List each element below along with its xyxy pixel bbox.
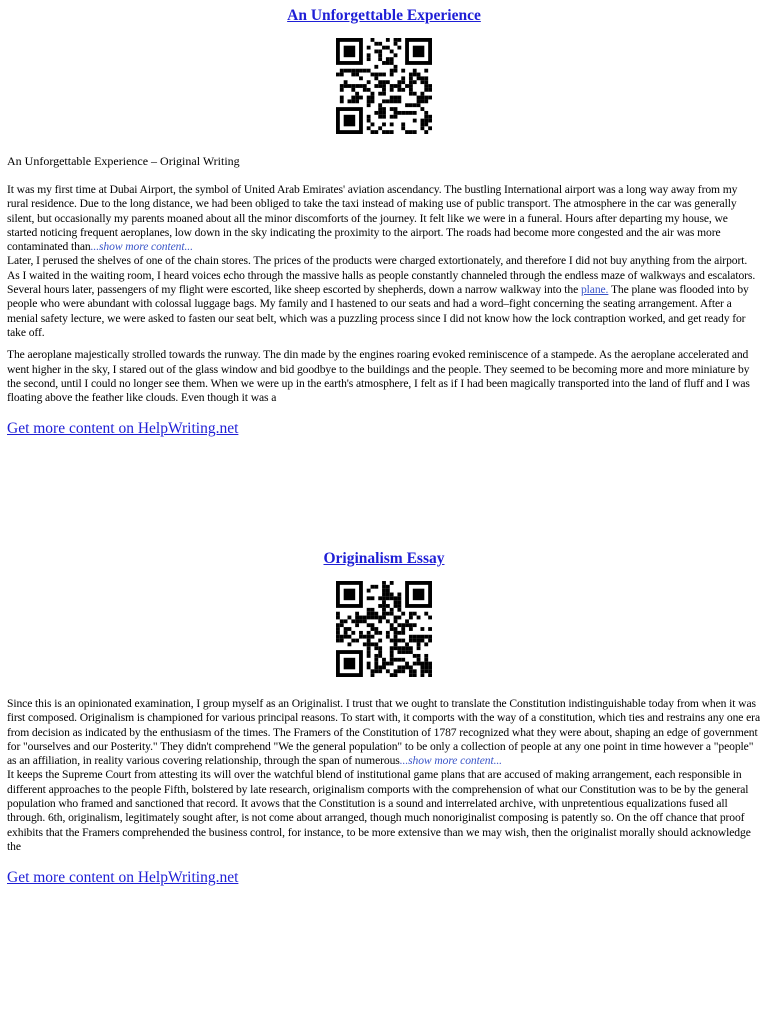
article-title[interactable]: An Unforgettable Experience bbox=[287, 7, 481, 24]
article-2 bbox=[0, 549, 768, 888]
article-subtitle: An Unforgettable Experience – Original Writing bbox=[7, 154, 240, 168]
qr-code-icon bbox=[336, 38, 432, 134]
article-title[interactable]: Originalism Essay bbox=[323, 550, 445, 567]
get-more-content-link[interactable]: Get more content on HelpWriting.net bbox=[7, 420, 239, 438]
get-more-content-link[interactable]: Get more content on HelpWriting.net bbox=[7, 869, 239, 887]
article-paragraph: It was my first time at Dubai Airport, the symbol of United Arab Emirates' aviation ascendancy. The bustling International airport was a long way away from my rural residence. Due to the long distance, we had been obliged to take the taxi instead of making use of public transport. The atmosphere in the car was generally silent, but occasionally my parents moaned about all the minor discomforts of the journey. It felt like we were in a funeral. Hours after departing my house, we started noticing frequent aeroplanes, low down in the sky indicating the proximity to the airport. The roads had become more congested and the air was more contaminated than...show more content... bbox=[7, 183, 738, 254]
article-1 bbox=[0, 6, 768, 439]
article-paragraph: It keeps the Supreme Court from attesting its will over the watchful blend of institutional game plans that are accused of making arrangement, each responsible in different approaches to the people Fifth, bolstered by late research, originalism comports with the comprehension of what our Constitution was to be by the general population who framed and sanctioned that record. It avows that the Constitution is a sound and interrelated archive, with unpretentious equalizations fused all through. 6th, originalism, legitimately sought after, is not come about arranged, though much nonoriginalist composing is patently so. On the off chance that proof exhibits that the Framers comprehended the business control, for instance, to be more extensive than we may wish, then the originalist morally should acknowledge the bbox=[7, 768, 751, 853]
show-more-link[interactable]: ...show more content... bbox=[399, 754, 502, 768]
article-paragraph: Since this is an opinionated examination, I group myself as an Originalist. I trust that we ought to translate the Constitution indistinguishable today from when it was first composed. Originalism is championed for various principal reasons. To start with, it comports with the way of a constitution, which ties and restrains any one era from decision as indicated by the enthusiasm of the times. The Framers of the Constitution of 1787 recognized what they were about, shaping an edge of government for "ourselves and our Posterity." They didn't comprehend "We the general population" to be only a collection of people at any one point in time however a "people" as an affiliation, in reality various covering relationship, through the span of numerous...show more content... bbox=[7, 697, 760, 768]
show-more-link[interactable]: ...show more content... bbox=[90, 240, 193, 254]
article-paragraph: Later, I perused the shelves of one of the chain stores. The prices of the products were charged extortionately, and therefore I did not buy anything from the airport. As I waited in the waiting room, I heard voices echo through the massive halls as people constantly channeled through the endless maze of walkways and escalators. Several hours later, passengers of my flight were escorted, like sheep escorted by shepherds, down a narrow walkway into the plane. The plane was flooded into by people who were abundant with colossal luggage bags. My family and I hastened to our seats and had a word–fight concerning the seating arrangement. After a menial safety lecture, we were asked to fasten our seat belt, which was a puzzling process since I did not know how the lock contraption worked, and get ready for take off. bbox=[7, 254, 756, 339]
article-paragraph: The aeroplane majestically strolled towards the runway. The din made by the engines roaring evoked reminiscence of a stampede. As the aeroplane accelerated and went higher in the sky, I stared out of the glass window and bid goodbye to the buildings and the people. They seemed to be becoming more and more miniature by the second, until I could no longer see them. When we were up in the earth's atmosphere, I felt as if I had been magically transported into the land of fluff and I was floating above the feather like clouds. Even though it was a bbox=[7, 348, 750, 405]
plane-link[interactable]: plane. bbox=[580, 283, 609, 297]
qr-code-icon bbox=[336, 581, 432, 677]
